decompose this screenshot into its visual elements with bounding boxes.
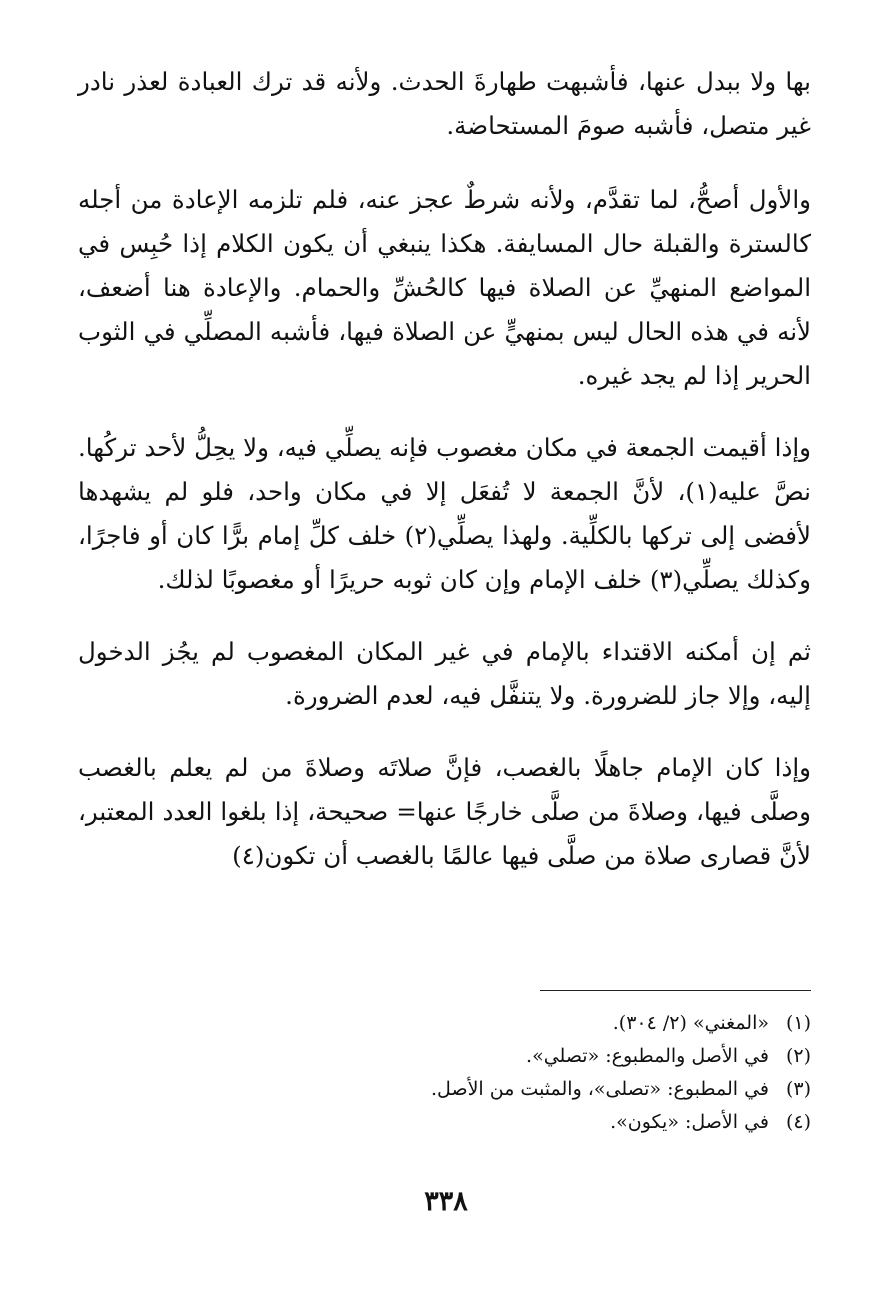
footnote-number: (١) (785, 1012, 811, 1034)
footnote-4 (78, 1106, 811, 1139)
paragraph-3: وإذا أقيمت الجمعة في مكان مغصوب فإنه يصلِّي فيه، ولا يحِلُّ لأحد تركُها. نصَّ عليه(١)، لأنَّ الجمعة لا تُفعَل إلا في مكان واحد، فلو لم يشهدها لأفضى إلى تركها بالكلِّية. ولهذا يصلِّي(٢) خلف كلِّ إمام برًّا كان أو فاجرًا، وكذلك يصلِّي(٣) خلف الإمام وإن كان ثوبه حريرًا أو مغصوبًا لذلك. (78, 433, 811, 594)
paragraph-2: والأول أصحُّ، لما تقدَّم، ولأنه شرطٌ عجز عنه، فلم تلزمه الإعادة من أجله كالسترة والقبلة حال المسايفة. هكذا ينبغي أن يكون الكلام إذا حُبِس في المواضع المنهيِّ عن الصلاة فيها كالحُشِّ والحمام. والإعادة هنا أضعف، لأنه في هذه الحال ليس بمنهيٍّ عن الصلاة فيها، فأشبه المصلِّي في الثوب الحرير إذا لم يجد غيره. (78, 185, 811, 390)
footnote-text: «المغني» (٢/ ٣٠٤). (612, 1012, 769, 1034)
main-text (78, 60, 811, 878)
footnote-text: في المطبوع: «تصلى»، والمثبت من الأصل. (431, 1078, 769, 1100)
page-number: ٣٣٨ (424, 1186, 468, 1217)
paragraph-1: بها ولا ببدل عنها، فأشبهت طهارةَ الحدث. ولأنه قد ترك العبادة لعذر نادر غير متصل، فأشبه صومَ المستحاضة. (78, 67, 811, 140)
page-body (78, 60, 811, 906)
paragraph-5: وإذا كان الإمام جاهلًا بالغصب، فإنَّ صلاتَه وصلاةَ من لم يعلم بالغصب وصلَّى فيها، وصلاةَ من صلَّى خارجًا عنها= صحيحة، إذا بلغوا العدد المعتبر، لأنَّ قصارى صلاة من صلَّى فيها عالمًا بالغصب أن تكون(٤) (78, 753, 811, 870)
footnotes (78, 990, 811, 1139)
footnote-separator (540, 990, 811, 991)
footnote-number: (٢) (785, 1045, 811, 1067)
footnote-number: (٤) (785, 1111, 811, 1133)
paragraph-4: ثم إن أمكنه الاقتداء بالإمام في غير المكان المغصوب لم يجُز الدخول إليه، وإلا جاز للضرورة. ولا يتنفَّل فيه، لعدم الضرورة. (78, 637, 811, 710)
footnote-3 (78, 1073, 811, 1106)
footnote-2 (78, 1040, 811, 1073)
footnote-text: في الأصل: «يكون». (610, 1111, 769, 1133)
footnote-number: (٣) (785, 1078, 811, 1100)
footnote-text: في الأصل والمطبوع: «تصلي». (526, 1045, 769, 1067)
footnote-1 (78, 1007, 811, 1040)
